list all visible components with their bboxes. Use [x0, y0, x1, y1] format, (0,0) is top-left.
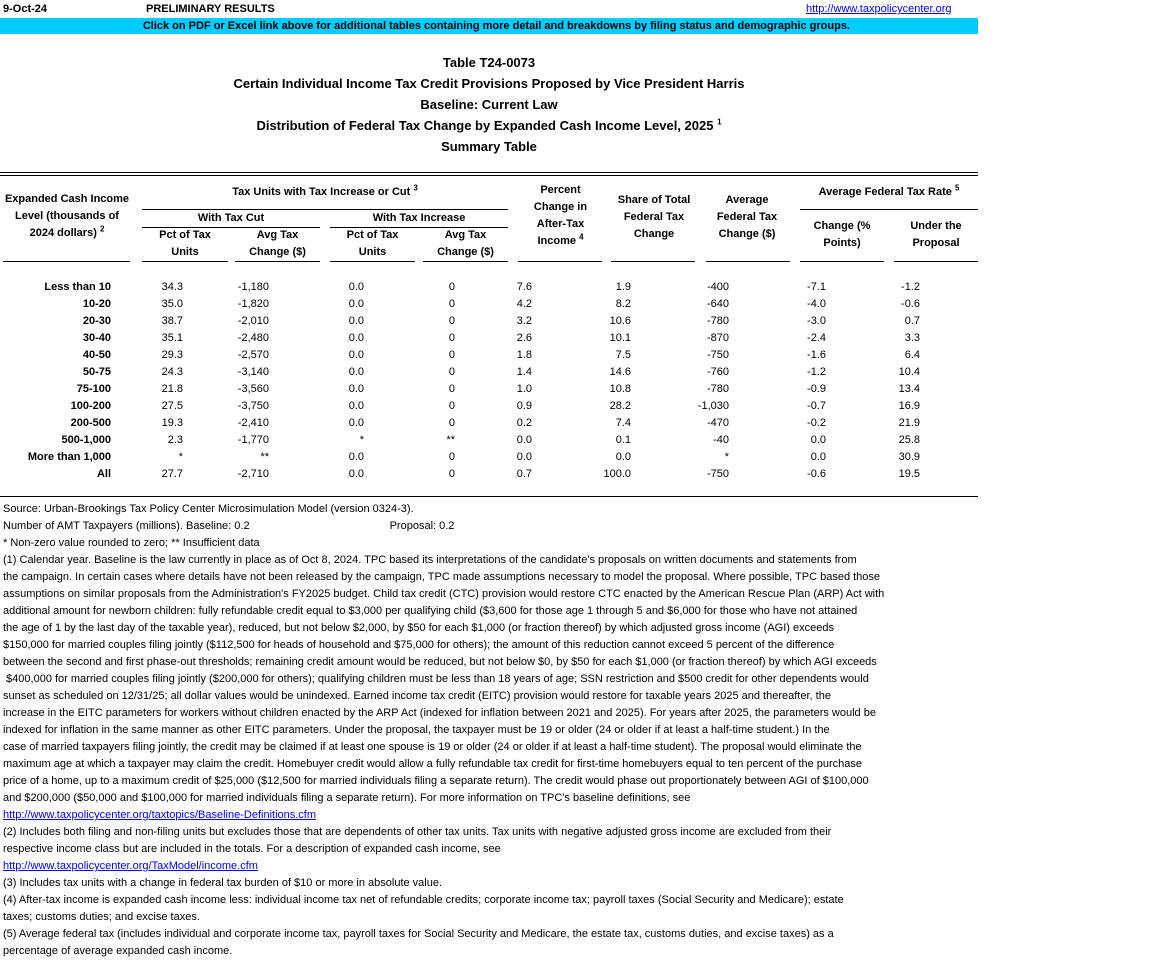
cell-rate-change: -4.0	[807, 297, 826, 310]
cell-inc-avg: 0	[448, 280, 455, 293]
cell-rate-under: 3.3	[904, 331, 920, 344]
baseline-label: Baseline: Current Law	[420, 97, 558, 112]
note-line: (5) Average federal tax (includes individual and corporate income tax, payroll taxes for Social Security and Medicare, the estate tax, customs duties, and excise taxes) as a	[3, 928, 834, 940]
note-line: $400,000 for married couples filing jointly ($200,000 for others); qualifying children must be less than 18 years of age; SSN restriction and $500 credit for other dependents would	[3, 673, 869, 685]
row-label: More than 1,000	[27, 450, 111, 463]
cell-inc-avg: 0	[448, 331, 455, 344]
table-row	[0, 414, 920, 431]
table-id: Table T24-0073	[442, 55, 536, 70]
cell-pct-after-tax: 1.8	[516, 348, 532, 361]
cell-rate-change: -1.6	[807, 348, 826, 361]
row-label: 100-200	[70, 399, 111, 412]
rule	[706, 261, 790, 262]
tpc-site-link[interactable]: http://www.taxpolicycenter.org	[806, 3, 952, 15]
income-definition-link[interactable]: http://www.taxpolicycenter.org/TaxModel/income.cfm	[3, 860, 258, 872]
col-cut-pct-units: Pct of Tax Units	[159, 229, 211, 258]
table-row	[0, 329, 920, 346]
table-row	[0, 278, 920, 295]
cell-rate-change: 0.0	[810, 433, 826, 446]
cell-rate-change: 0.0	[810, 450, 826, 463]
cell-cut-pct: 34.3	[161, 280, 183, 293]
cell-share: 8.2	[615, 297, 631, 310]
header-top-rule-2	[0, 175, 978, 176]
cell-rate-under: -0.6	[901, 297, 920, 310]
rule	[611, 261, 695, 262]
note-line: indexed for inflation in the same manner as other EITC parameters. Under the proposal, the taxpayer must be 19 or older (24 or older if at least a half-time student.) In the	[3, 724, 830, 736]
col-group-avg-rate: Average Federal Tax Rate $^5$	[818, 183, 960, 198]
col-group-tax-units: Tax Units with Tax Increase or Cut $^3$	[232, 183, 418, 198]
cell-cut-avg: -2,570	[237, 348, 269, 361]
cell-avg-fed: -470	[706, 416, 729, 429]
col-avg-federal-change: Average Federal Tax Change ($)	[716, 194, 778, 240]
cell-cut-avg: -1,820	[237, 297, 269, 310]
cell-cut-avg: -1,770	[237, 433, 269, 446]
cell-cut-avg: -2,710	[237, 467, 269, 480]
cell-cut-avg: -2,410	[237, 416, 269, 429]
footnote-5	[3, 926, 993, 960]
row-label: 40-50	[82, 348, 111, 361]
cell-share: 100.0	[603, 467, 631, 480]
rule	[518, 261, 602, 262]
table-title: Certain Individual Income Tax Credit Provisions Proposed by Vice President Harris	[233, 76, 745, 91]
cell-cut-pct: 19.3	[161, 416, 183, 429]
footnote-2	[3, 824, 993, 858]
cell-cut-pct: 35.1	[161, 331, 183, 344]
rule	[423, 261, 508, 262]
cell-inc-pct: 0.0	[348, 416, 364, 429]
cell-avg-fed: -760	[706, 365, 729, 378]
cell-cut-avg: -2,010	[237, 314, 269, 327]
cell-avg-fed: -400	[706, 280, 729, 293]
note-line: (1) Calendar year. Baseline is the law currently in place as of Oct 8, 2024. TPC based its interpretations of the candidate's proposals on written documents and statements from	[3, 554, 857, 566]
footnote-3: (3) Includes tax units with a change in federal tax burden of $10 or more in absolute value.	[3, 877, 443, 889]
note-line: between the second and first phase-out thresholds; remaining credit amount would be reduced, but not below $0, by $50 for each $1,000 (or fraction thereof) by which AGI exceeds	[3, 656, 877, 668]
cell-cut-pct: *	[178, 450, 183, 463]
cell-pct-after-tax: 0.0	[516, 433, 532, 446]
cell-cut-pct: 29.3	[161, 348, 183, 361]
cell-inc-avg: 0	[448, 382, 455, 395]
cell-rate-change: -0.7	[807, 399, 826, 412]
cell-rate-under: 16.9	[898, 399, 920, 412]
cell-pct-after-tax: 0.2	[516, 416, 532, 429]
note-line: price of a home, up to a maximum credit of $25,000 ($12,500 for married individuals filing a separate return). The credit would phase out proportionately between AGI of $100,000	[3, 775, 869, 787]
cell-cut-avg: -3,140	[237, 365, 269, 378]
note-line: assumptions on similar proposals from the Administration's FY2025 budget. Child tax credit (CTC) provision would restore CTC enacted by the American Rescue Plan (ARP) Act with	[3, 588, 885, 600]
cell-inc-avg: 0	[448, 365, 455, 378]
cell-avg-fed: -780	[706, 382, 729, 395]
table-row	[0, 295, 920, 312]
cell-inc-pct: 0.0	[348, 467, 364, 480]
table-bottom-rule	[0, 496, 978, 497]
table-titles	[0, 54, 978, 159]
rule	[800, 209, 978, 210]
cell-share: 7.5	[615, 348, 631, 361]
rule	[894, 261, 978, 262]
cell-rate-change: -7.1	[807, 280, 826, 293]
cell-pct-after-tax: 2.6	[516, 331, 532, 344]
col-cut-avg-change: Avg Tax Change ($)	[249, 229, 306, 258]
cell-cut-avg: **	[260, 450, 269, 463]
note-line: the age of 1 by the last day of the taxable year), reduced, but not below $2,000, by $50 for each $1,000 (or fraction thereof) by which adjusted gross income (AGI) exceeds	[3, 622, 834, 634]
cell-cut-pct: 38.7	[161, 314, 183, 327]
cell-cut-avg: -2,480	[237, 331, 269, 344]
col-share-total-change: Share of Total Federal Tax Change	[617, 194, 691, 240]
note-line: taxes; customs duties; and excise taxes.	[3, 911, 200, 923]
note-line: $150,000 for married couples filing jointly ($112,500 for heads of household and $75,000 for others); the amount of this reduction cannot exceed 5 percent of the difference	[3, 639, 835, 651]
cell-rate-under: 30.9	[898, 450, 920, 463]
report-date: 9-Oct-24	[3, 3, 48, 15]
cell-inc-avg: 0	[448, 348, 455, 361]
cell-avg-fed: -750	[706, 467, 729, 480]
cell-inc-pct: 0.0	[348, 314, 364, 327]
source-note: Source: Urban-Brookings Tax Policy Center Microsimulation Model (version 0324-3).	[3, 503, 414, 515]
col-group-with-tax-cut: With Tax Cut	[197, 212, 265, 224]
cell-pct-after-tax: 3.2	[516, 314, 532, 327]
cell-cut-avg: -3,560	[237, 382, 269, 395]
cell-rate-under: 21.9	[898, 416, 920, 429]
cell-avg-fed: -780	[706, 314, 729, 327]
note-line: (4) After-tax income is expanded cash income less: individual income tax net of refundable credits; corporate income tax; payroll taxes (Social Security and Medicare); estate	[3, 894, 844, 906]
col-income-level: Expanded Cash Income Level (thousands of 2024 dollars) $^2$	[4, 193, 130, 239]
cell-pct-after-tax: 7.6	[516, 280, 532, 293]
note-line: case of married taxpayers filing jointly, the credit may be claimed if at least one spouse is 19 or older (24 or older if at least a half-time student). The proposal would eliminate the	[3, 741, 862, 753]
cell-share: 10.1	[609, 331, 631, 344]
cell-cut-pct: 2.3	[167, 433, 183, 446]
col-pct-change-after-tax: Percent Change in After-Tax Income $^4$	[533, 184, 588, 247]
cell-pct-after-tax: 0.7	[516, 467, 532, 480]
table-row	[0, 380, 920, 397]
cell-cut-pct: 21.8	[161, 382, 183, 395]
cell-pct-after-tax: 0.9	[516, 399, 532, 412]
cell-pct-after-tax: 1.0	[516, 382, 532, 395]
cell-share: 10.6	[609, 314, 631, 327]
table-row	[0, 397, 920, 414]
row-label: 10-20	[82, 297, 111, 310]
note-line: additional amount for newborn children: fully refundable credit equal to $3,000 per qualifying child ($3,600 for those age 1 through 5 and $6,000 for those who have not attained	[3, 605, 858, 617]
col-rate-under-proposal: Under the Proposal	[910, 220, 962, 249]
notes-section	[3, 501, 993, 960]
header-top-rule	[0, 172, 978, 173]
cell-cut-pct: 35.0	[161, 297, 183, 310]
note-line: (2) Includes both filing and non-filing units but excludes those that are dependents of other tax units. Tax units with negative adjusted gross income are excluded from their	[3, 826, 832, 838]
cell-inc-avg: 0	[448, 399, 455, 412]
cell-avg-fed: *	[724, 450, 729, 463]
cell-inc-pct: 0.0	[348, 331, 364, 344]
cell-cut-avg: -3,750	[237, 399, 269, 412]
cell-inc-avg: 0	[448, 450, 455, 463]
cell-avg-fed: -40	[713, 433, 729, 446]
cell-rate-under: 25.8	[898, 433, 920, 446]
cell-inc-pct: 0.0	[348, 348, 364, 361]
footnote-1	[3, 552, 993, 807]
note-line: maximum age at which a taxpayer may claim the credit. Homebuyer credit would allow a fully refundable tax credit for first-time homebuyers equal to ten percent of the purchase	[3, 758, 863, 770]
cell-share: 10.8	[609, 382, 631, 395]
row-label: 30-40	[82, 331, 111, 344]
cell-rate-change: -0.6	[807, 467, 826, 480]
cell-rate-change: -0.2	[807, 416, 826, 429]
cell-inc-pct: 0.0	[348, 365, 364, 378]
rule	[330, 261, 415, 262]
cell-inc-pct: 0.0	[348, 297, 364, 310]
info-banner: Click on PDF or Excel link above for additional tables containing more detail and breakdowns by filing status and demographic groups.	[0, 18, 978, 34]
cell-inc-avg: **	[446, 433, 455, 446]
row-label: 20-30	[82, 314, 111, 327]
cell-share: 0.0	[615, 450, 631, 463]
cell-rate-under: 19.5	[898, 467, 920, 480]
col-group-with-tax-increase: With Tax Increase	[372, 212, 466, 224]
col-inc-avg-change: Avg Tax Change ($)	[437, 229, 494, 258]
cell-avg-fed: -750	[706, 348, 729, 361]
cell-avg-fed: -870	[706, 331, 729, 344]
row-label: 75-100	[76, 382, 111, 395]
table-row	[0, 363, 920, 380]
cell-cut-pct: 27.7	[161, 467, 183, 480]
footnote-4	[3, 892, 993, 926]
note-line: increase in the EITC parameters for workers without children enacted by the ARP Act (indexed for inflation between 2021 and 2025). For years after 2025, the parameters would be	[3, 707, 876, 719]
note-line: sunset as scheduled on 12/31/25; all dollar values would be unindexed. Earned income tax credit (EITC) provision would restore for taxable years 2025 and thereafter, the	[3, 690, 831, 702]
cell-pct-after-tax: 0.0	[516, 450, 532, 463]
cell-cut-pct: 27.5	[161, 399, 183, 412]
col-rate-change: Change (% Points)	[813, 220, 871, 249]
rule	[235, 261, 320, 262]
note-line: percentage of average expanded cash income.	[3, 945, 233, 957]
cell-inc-pct: *	[359, 433, 364, 446]
row-label: Less than 10	[44, 280, 111, 293]
cell-inc-pct: 0.0	[348, 399, 364, 412]
table-row	[0, 312, 920, 329]
amt-note: Number of AMT Taxpayers (millions). Baseline: 0.2 Proposal: 0.2	[3, 520, 455, 532]
cell-share: 28.2	[609, 399, 631, 412]
cell-inc-avg: 0	[448, 314, 455, 327]
cell-rate-under: -1.2	[901, 280, 920, 293]
cell-avg-fed: -640	[706, 297, 729, 310]
rule	[3, 261, 130, 262]
legend-note: * Non-zero value rounded to zero; ** Insufficient data	[3, 537, 260, 549]
cell-inc-pct: 0.0	[348, 280, 364, 293]
table-row	[0, 431, 920, 448]
row-label: All	[96, 467, 111, 480]
table-subtitle: Summary Table	[441, 139, 537, 154]
note-line: and $200,000 ($50,000 and $100,000 for married individuals filing a separate return). For more information on TPC's baseline definitions, see	[3, 792, 691, 804]
preliminary-label: PRELIMINARY RESULTS	[146, 3, 275, 15]
cell-inc-avg: 0	[448, 416, 455, 429]
table-row	[0, 448, 920, 465]
rule	[142, 261, 228, 262]
cell-cut-pct: 24.3	[161, 365, 183, 378]
cell-inc-avg: 0	[448, 297, 455, 310]
cell-share: 14.6	[609, 365, 631, 378]
cell-inc-avg: 0	[448, 467, 455, 480]
col-inc-pct-units: Pct of Tax Units	[346, 229, 399, 258]
rule	[800, 261, 884, 262]
baseline-definitions-link[interactable]: http://www.taxpolicycenter.org/taxtopics/Baseline-Definitions.cfm	[3, 809, 317, 821]
table-row	[0, 346, 920, 363]
cell-rate-under: 6.4	[904, 348, 920, 361]
cell-rate-change: -0.9	[807, 382, 826, 395]
cell-rate-change: -1.2	[807, 365, 826, 378]
row-label: 200-500	[70, 416, 111, 429]
cell-pct-after-tax: 1.4	[516, 365, 532, 378]
cell-rate-change: -3.0	[807, 314, 826, 327]
distribution-title: Distribution of Federal Tax Change by Expanded Cash Income Level, 2025 $^1$	[256, 117, 722, 133]
cell-share: 7.4	[615, 416, 631, 429]
cell-cut-avg: -1,180	[237, 280, 269, 293]
summary-table	[0, 278, 920, 482]
cell-rate-under: 0.7	[904, 314, 920, 327]
cell-share: 0.1	[615, 433, 631, 446]
cell-inc-pct: 0.0	[348, 450, 364, 463]
cell-rate-under: 10.4	[898, 365, 920, 378]
cell-inc-pct: 0.0	[348, 382, 364, 395]
row-label: 500-1,000	[61, 433, 111, 446]
cell-rate-under: 13.4	[898, 382, 920, 395]
note-line: the campaign. In certain cases where details have not been released by the campaign, TPC made assumptions necessary to model the proposal. Where possible, TPC based those	[3, 571, 881, 583]
cell-avg-fed: -1,030	[697, 399, 729, 412]
cell-rate-change: -2.4	[807, 331, 826, 344]
row-label: 50-75	[82, 365, 111, 378]
table-row	[0, 465, 920, 482]
cell-pct-after-tax: 4.2	[516, 297, 532, 310]
note-line: respective income class but are included in the totals. For a description of expanded cash income, see	[3, 843, 501, 855]
cell-share: 1.9	[615, 280, 631, 293]
